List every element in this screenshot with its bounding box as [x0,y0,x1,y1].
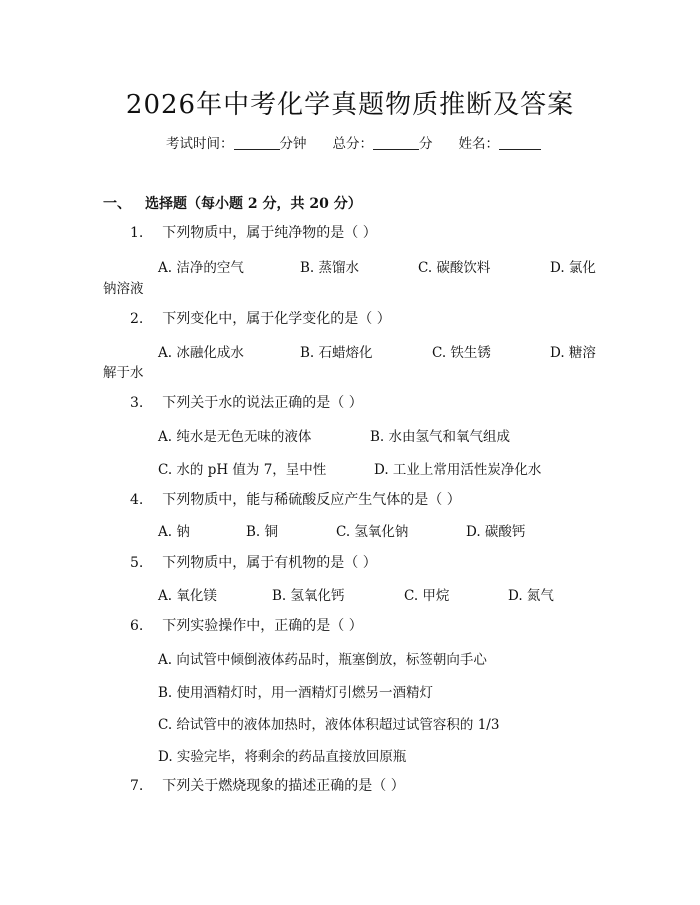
name-label: 姓名： [458,136,499,152]
question-text: 下列变化中，属于化学变化的是（ ） [162,311,391,327]
question-text: 下列关于燃烧现象的描述正确的是（ ） [162,778,405,794]
time-label: 考试时间： [166,136,234,152]
question-number: 1. [130,225,144,241]
question-6 [130,615,363,635]
question-text: 下列物质中，属于纯净物的是（ ） [162,225,377,241]
q4-option-c: C. 氢氧化钠 [336,524,409,540]
q3-option-c: C. 水的 pH 值为 7，呈中性 [158,462,327,478]
question-text: 下列关于水的说法正确的是（ ） [162,395,363,411]
score-label: 总分： [332,136,373,152]
section-number: 一、 [103,196,131,212]
question-text: 下列物质中，属于有机物的是（ ） [162,555,377,571]
q2-option-c: C. 铁生锈 [432,345,491,361]
q1-option-a: A. 洁净的空气 [158,260,244,276]
q6-option-a: A. 向试管中倾倒液体药品时，瓶塞倒放，标签朝向手心 [158,652,487,668]
q6-option-d: D. 实验完毕，将剩余的药品直接放回原瓶 [158,749,407,765]
question-number: 3. [130,395,144,411]
exam-meta [166,132,541,152]
question-5 [130,552,377,572]
q6-option-c: C. 给试管中的液体加热时，液体体积超过试管容积的 1/3 [158,717,500,733]
question-4 [130,489,461,509]
time-blank [234,135,280,150]
section-title: 选择题（每小题 2 分，共 20 分） [145,196,362,212]
section-heading [103,193,362,213]
time-unit: 分钟 [279,136,307,152]
q4-option-d: D. 碳酸钙 [466,524,526,540]
page-title: 2026年中考化学真题物质推断及答案 [125,90,575,120]
q5-option-a: A. 氧化镁 [158,588,217,604]
question-1 [130,222,377,242]
q5-option-c: C. 甲烷 [404,588,450,604]
q2-option-d: D. 糖溶 [550,345,596,361]
q6-option-b: B. 使用酒精灯时，用一酒精灯引燃另一酒精灯 [158,685,434,701]
q4-option-a: A. 钠 [158,524,190,540]
question-7 [130,775,405,795]
score-unit: 分 [419,136,433,152]
q5-option-b: B. 氢氧化钙 [272,588,345,604]
q4-option-b: B. 铜 [246,524,279,540]
q3-option-a: A. 纯水是无色无味的液体 [158,429,312,445]
q2-option-d-wrap: 解于水 [103,365,144,381]
question-text: 下列实验操作中，正确的是（ ） [162,618,363,634]
q5-option-d: D. 氮气 [508,588,554,604]
q3-option-b: B. 水由氢气和氧气组成 [370,429,511,445]
question-number: 4. [130,492,144,508]
question-number: 7. [130,778,144,794]
q1-option-c: C. 碳酸饮料 [418,260,491,276]
name-blank [499,135,541,150]
question-text: 下列物质中，能与稀硫酸反应产生气体的是（ ） [162,492,461,508]
q1-option-b: B. 蒸馏水 [300,260,360,276]
question-2 [130,308,391,328]
question-number: 5. [130,555,144,571]
question-3 [130,392,363,412]
q3-option-d: D. 工业上常用活性炭净化水 [374,462,542,478]
q1-option-d-wrap: 钠溶液 [103,281,144,297]
q2-option-a: A. 冰融化成水 [158,345,244,361]
q1-option-d: D. 氯化 [550,260,596,276]
question-number: 6. [130,618,144,634]
question-number: 2. [130,311,144,327]
score-blank [373,135,419,150]
q2-option-b: B. 石蜡熔化 [300,345,373,361]
